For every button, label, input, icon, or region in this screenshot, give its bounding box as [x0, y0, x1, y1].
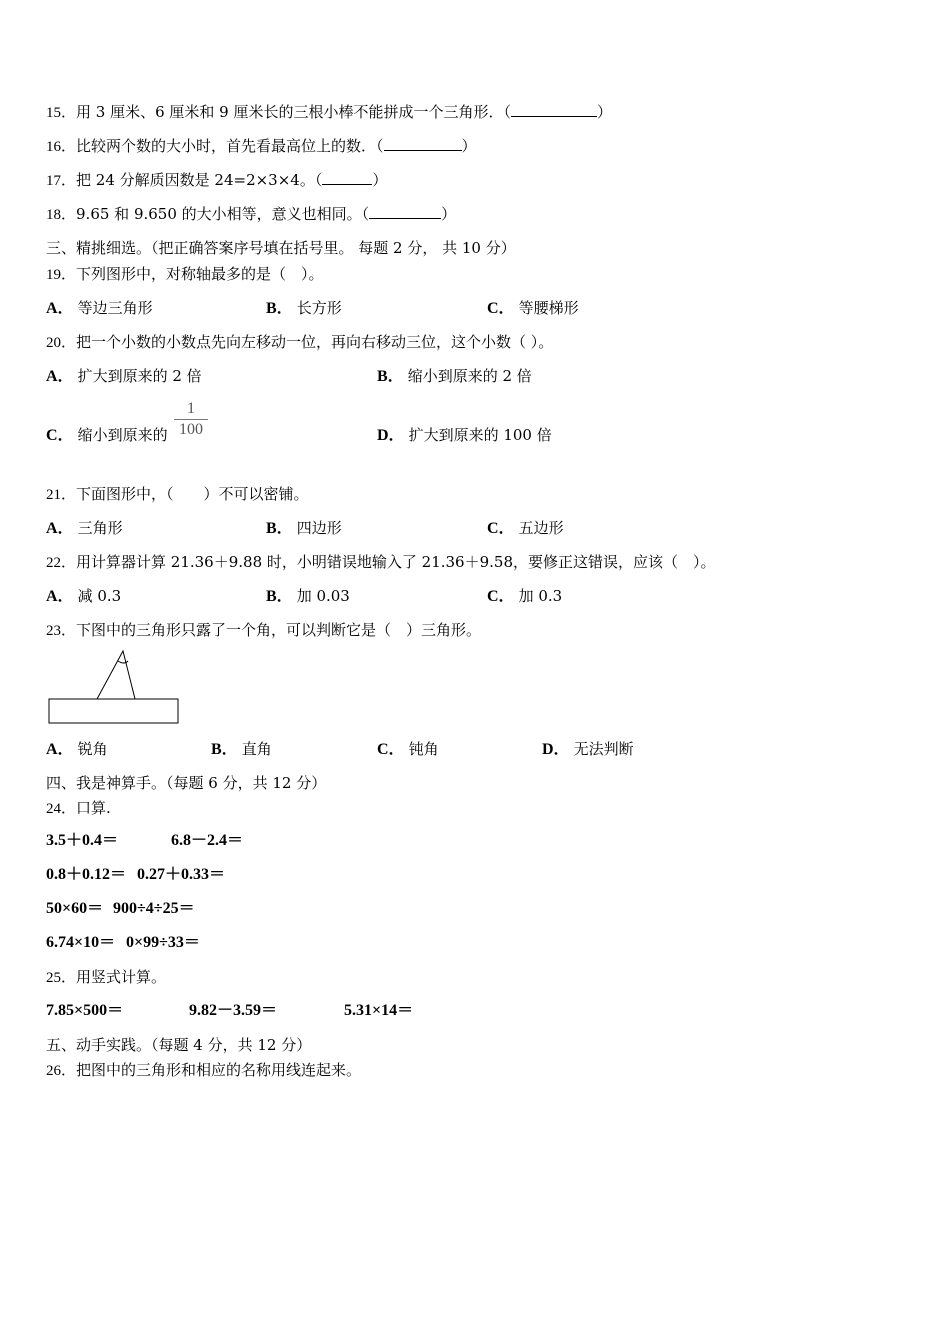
oral-calc-expression: 50×60＝ — [46, 900, 104, 917]
question-21: 21．下面图形中，（ ）不可以密铺。 — [46, 485, 309, 503]
q23-option-b[interactable]: B． 直角 — [211, 740, 272, 758]
q22-option-c[interactable]: C． 加 0.3 — [487, 587, 563, 605]
question-17: 17．把 24 分解质因数是 24=2×3×4。（ ） — [46, 171, 388, 189]
question-24: 24．口算. — [46, 799, 111, 817]
oral-calc-expression: 0.27＋0.33＝ — [137, 866, 226, 883]
question-25: 25．用竖式计算。 — [46, 968, 167, 986]
q20-option-c[interactable]: C． 缩小到原来的 — [46, 426, 168, 444]
q21-option-b[interactable]: B． 四边形 — [266, 519, 342, 537]
section-3-heading: 三、精挑细选。（把正确答案序号填在括号里。 每题 2 分， 共 10 分） — [46, 239, 516, 257]
fraction-one-hundredth: 1 100 — [174, 400, 208, 439]
oral-calc-expression: 6.74×10＝ — [46, 934, 116, 951]
answer-blank[interactable] — [384, 136, 462, 151]
q22-option-b[interactable]: B． 加 0.03 — [266, 587, 350, 605]
oral-calc-expression: 0.8＋0.12＝ — [46, 866, 127, 883]
q23-option-d[interactable]: D． 无法判断 — [542, 740, 634, 758]
answer-blank[interactable] — [511, 102, 597, 117]
section-5-heading: 五、动手实践。（每题 4 分，共 12 分） — [46, 1036, 312, 1054]
question-20: 20．把一个小数的小数点先向左移动一位，再向右移动三位，这个小数（ ）。 — [46, 333, 554, 351]
question-16: 16．比较两个数的大小时，首先看最高位上的数．（ ） — [46, 137, 477, 155]
vertical-calc-expression: 7.85×500＝ — [46, 1002, 124, 1019]
section-4-heading: 四、我是神算手。（每题 6 分，共 12 分） — [46, 774, 327, 792]
question-23: 23．下图中的三角形只露了一个角，可以判断它是（ ）三角形。 — [46, 621, 482, 639]
q19-option-a[interactable]: A． 等边三角形 — [46, 299, 153, 317]
covering-rectangle — [49, 699, 178, 723]
q21-option-a[interactable]: A． 三角形 — [46, 519, 123, 537]
triangle-visible-angle — [97, 651, 135, 699]
q20-option-b[interactable]: B． 缩小到原来的 2 倍 — [377, 367, 532, 385]
q19-option-c[interactable]: C． 等腰梯形 — [487, 299, 579, 317]
oral-calc-expression: 0×99÷33＝ — [126, 934, 200, 951]
question-18: 18．9.65 和 9.650 的大小相等，意义也相同。（ ） — [46, 205, 457, 223]
q21-option-c[interactable]: C． 五边形 — [487, 519, 564, 537]
vertical-calc-expression: 9.82－3.59＝ — [189, 1002, 278, 1019]
answer-blank[interactable] — [322, 170, 372, 185]
oral-calc-expression: 900÷4÷25＝ — [113, 900, 195, 917]
oral-calc-expression: 6.8－2.4＝ — [171, 832, 244, 849]
q23-option-a[interactable]: A． 锐角 — [46, 740, 108, 758]
q20-option-d[interactable]: D． 扩大到原来的 100 倍 — [377, 426, 552, 444]
partial-triangle-figure — [46, 648, 186, 728]
answer-blank[interactable] — [369, 204, 441, 219]
vertical-calc-expression: 5.31×14＝ — [344, 1002, 414, 1019]
question-22: 22．用计算器计算 21.36＋9.88 时，小明错误地输入了 21.36＋9.58，要修正这错误，应该（ ）。 — [46, 553, 716, 571]
question-19: 19．下列图形中，对称轴最多的是（ ）。 — [46, 265, 324, 283]
angle-arc — [118, 661, 128, 663]
oral-calc-expression: 3.5＋0.4＝ — [46, 832, 119, 849]
q19-option-b[interactable]: B． 长方形 — [266, 299, 342, 317]
question-15: 15．用 3 厘米、6 厘米和 9 厘米长的三根小棒不能拼成一个三角形．（ ） — [46, 103, 613, 121]
q22-option-a[interactable]: A． 减 0.3 — [46, 587, 122, 605]
q23-option-c[interactable]: C． 钝角 — [377, 740, 439, 758]
question-26: 26．把图中的三角形和相应的名称用线连起来。 — [46, 1061, 362, 1079]
q20-option-a[interactable]: A． 扩大到原来的 2 倍 — [46, 367, 202, 385]
